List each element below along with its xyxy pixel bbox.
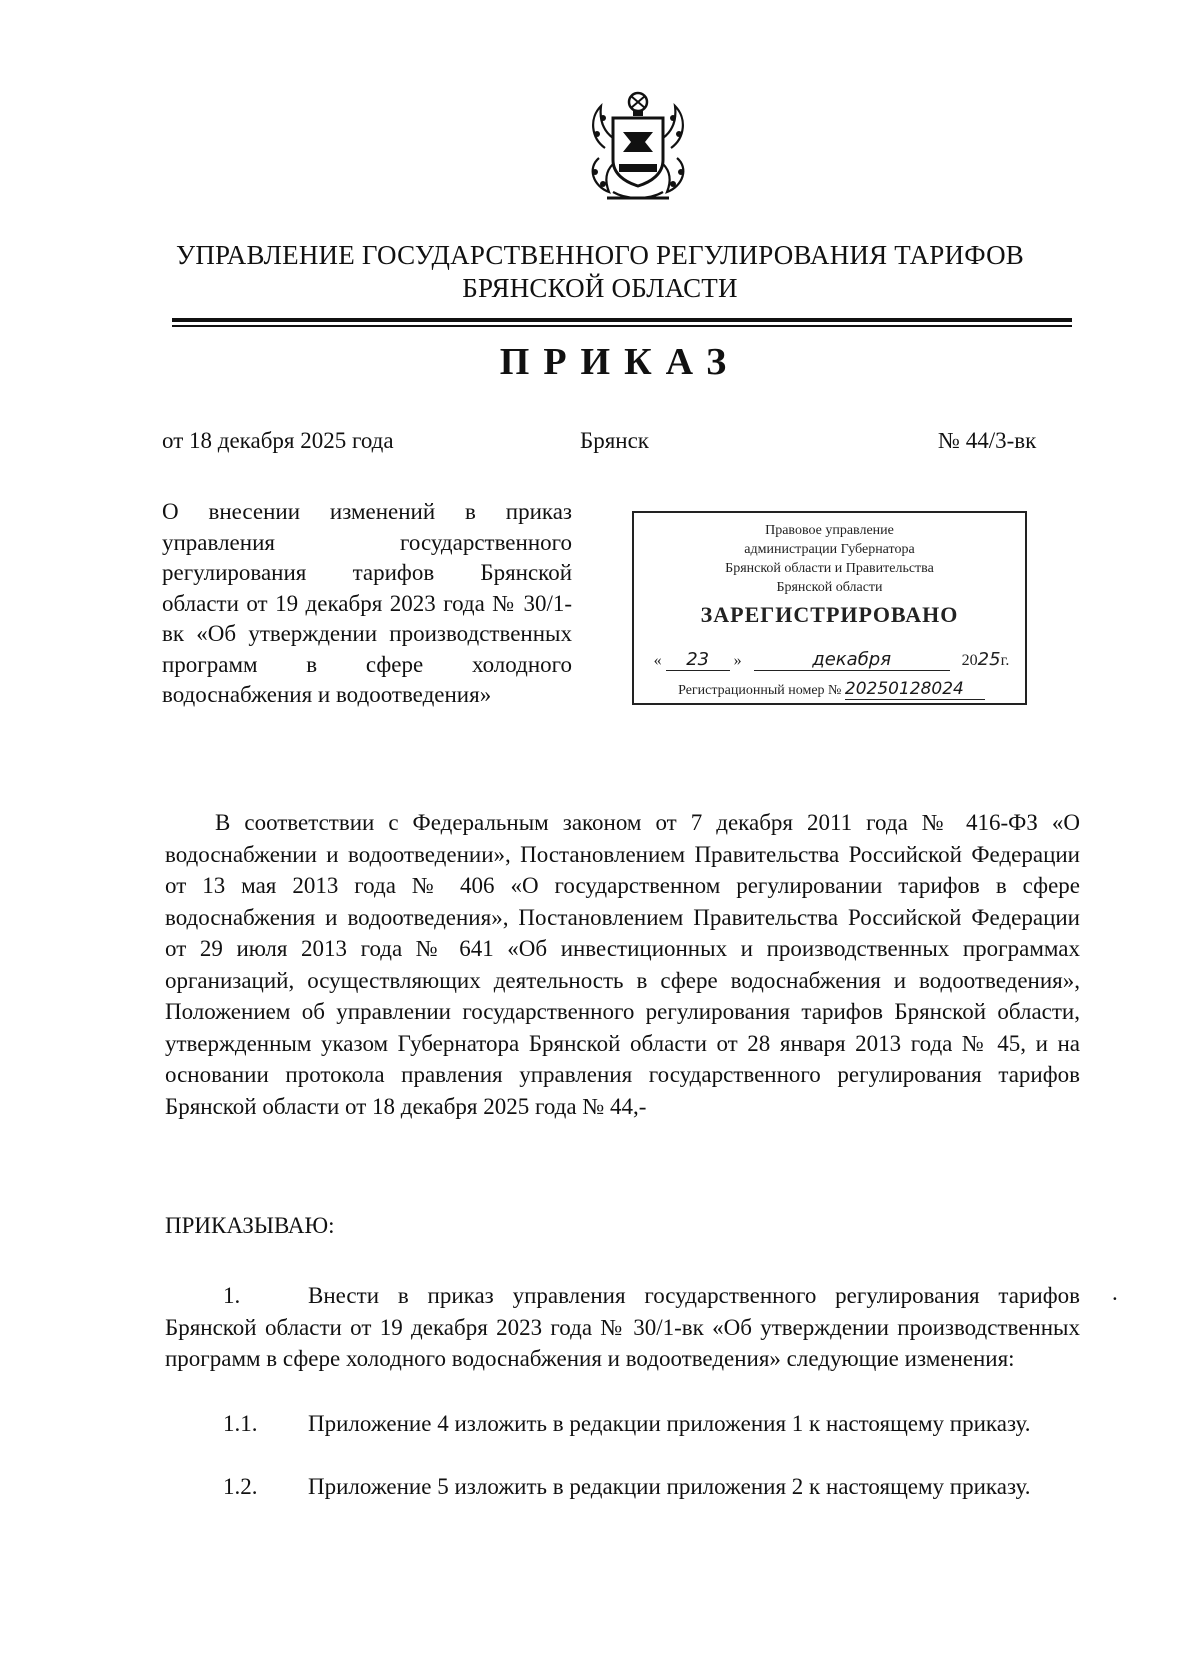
stamp-line-4: Брянской области <box>776 580 883 595</box>
document-date: от 18 декабря 2025 года <box>162 428 394 453</box>
organization-name-line1: УПРАВЛЕНИЕ ГОСУДАРСТВЕННОГО РЕГУЛИРОВАНИЯ ТАРИФОВ <box>176 240 1024 270</box>
preamble-paragraph: В соответствии с Федеральным законом от 7 декабря 2011 года № 416-ФЗ «О водоснабжении и водоотведении», Постановлением Правительства Российской Федерации от 13 мая 2013 года № 406 «О государственном регулировании тарифов в сфере водоснабжения и водоотведения», Постановлением Правительства Российской Федерации от 29 июля 2013 года № 641 «Об инвестиционных и производственных программах организаций, осуществляющих деятельность в сфере водоснабжения и водоотведения», Положением об управлении государственного регулирования тарифов Брянской области, утвержденным указом Губернатора Брянской области от 28 января 2013 года № 45, и на основании протокола правления управления государственного регулирования тарифов Брянской области от 18 декабря 2025 года № 44,- <box>165 810 1080 1119</box>
stamp-line-1: Правовое управление <box>765 523 894 538</box>
stamp-year-unit: г. <box>1000 652 1010 669</box>
document-title: ПРИКАЗ <box>499 341 741 383</box>
stamp-quote-open: « <box>653 652 662 669</box>
stamp-regnum-label: Регистрационный номер № <box>678 683 842 698</box>
stamp-regnum-row <box>646 679 1017 700</box>
item-text: Приложение 5 изложить в редакции приложения 2 к настоящему приказу. <box>308 1474 1031 1499</box>
order-item-1-2 <box>165 1471 1080 1503</box>
stamp-handwritten-year: 25 <box>977 649 1001 670</box>
order-item-1-1 <box>165 1408 1080 1440</box>
item-number: 1. <box>223 1283 241 1308</box>
header-thin-rule <box>172 325 1072 327</box>
margin-mark: . <box>1112 1280 1118 1305</box>
stamp-quote-close: » <box>733 652 742 669</box>
header-thick-rule <box>172 318 1072 322</box>
stamp-handwritten-month: декабря <box>754 649 950 671</box>
stamp-year-prefix: 20 <box>961 652 978 669</box>
item-text: Приложение 4 изложить в редакции приложения 1 к настоящему приказу. <box>308 1411 1031 1436</box>
item-number: 1.2. <box>223 1474 258 1499</box>
stamp-registered-label: ЗАРЕГИСТРИРОВАНО <box>700 602 959 627</box>
order-word: ПРИКАЗЫВАЮ: <box>165 1213 335 1238</box>
order-item-1 <box>165 1280 1080 1375</box>
document-number: № 44/3-вк <box>938 428 1037 453</box>
document-subject: О внесении изменений в приказ управления государственного регулирования тарифов Брянской области от 19 декабря 2023 года № 30/1-вк «Об утверждении производственных программ в сфере холодного водоснабжения и водоотведения» <box>162 499 572 707</box>
stamp-handwritten-day: 23 <box>666 649 730 671</box>
stamp-line-3: Брянской области и Правительства <box>725 561 934 576</box>
item-number: 1.1. <box>223 1411 258 1436</box>
coat-of-arms-emblem <box>583 88 693 206</box>
stamp-handwritten-regnum: 20250128024 <box>845 679 985 700</box>
item-text: Внести в приказ управления государственного регулирования тарифов Брянской области от 19 декабря 2023 года № 30/1-вк «Об утверждении производственных программ в сфере холодного водоснабжения и водоотведения» следующие изменения: <box>165 1283 1080 1371</box>
document-city: Брянск <box>580 428 649 453</box>
organization-name-line2: БРЯНСКОЙ ОБЛАСТИ <box>462 273 738 303</box>
stamp-date-row <box>646 649 1017 671</box>
registration-stamp <box>632 511 1027 705</box>
stamp-line-2: администрации Губернатора <box>744 542 915 557</box>
